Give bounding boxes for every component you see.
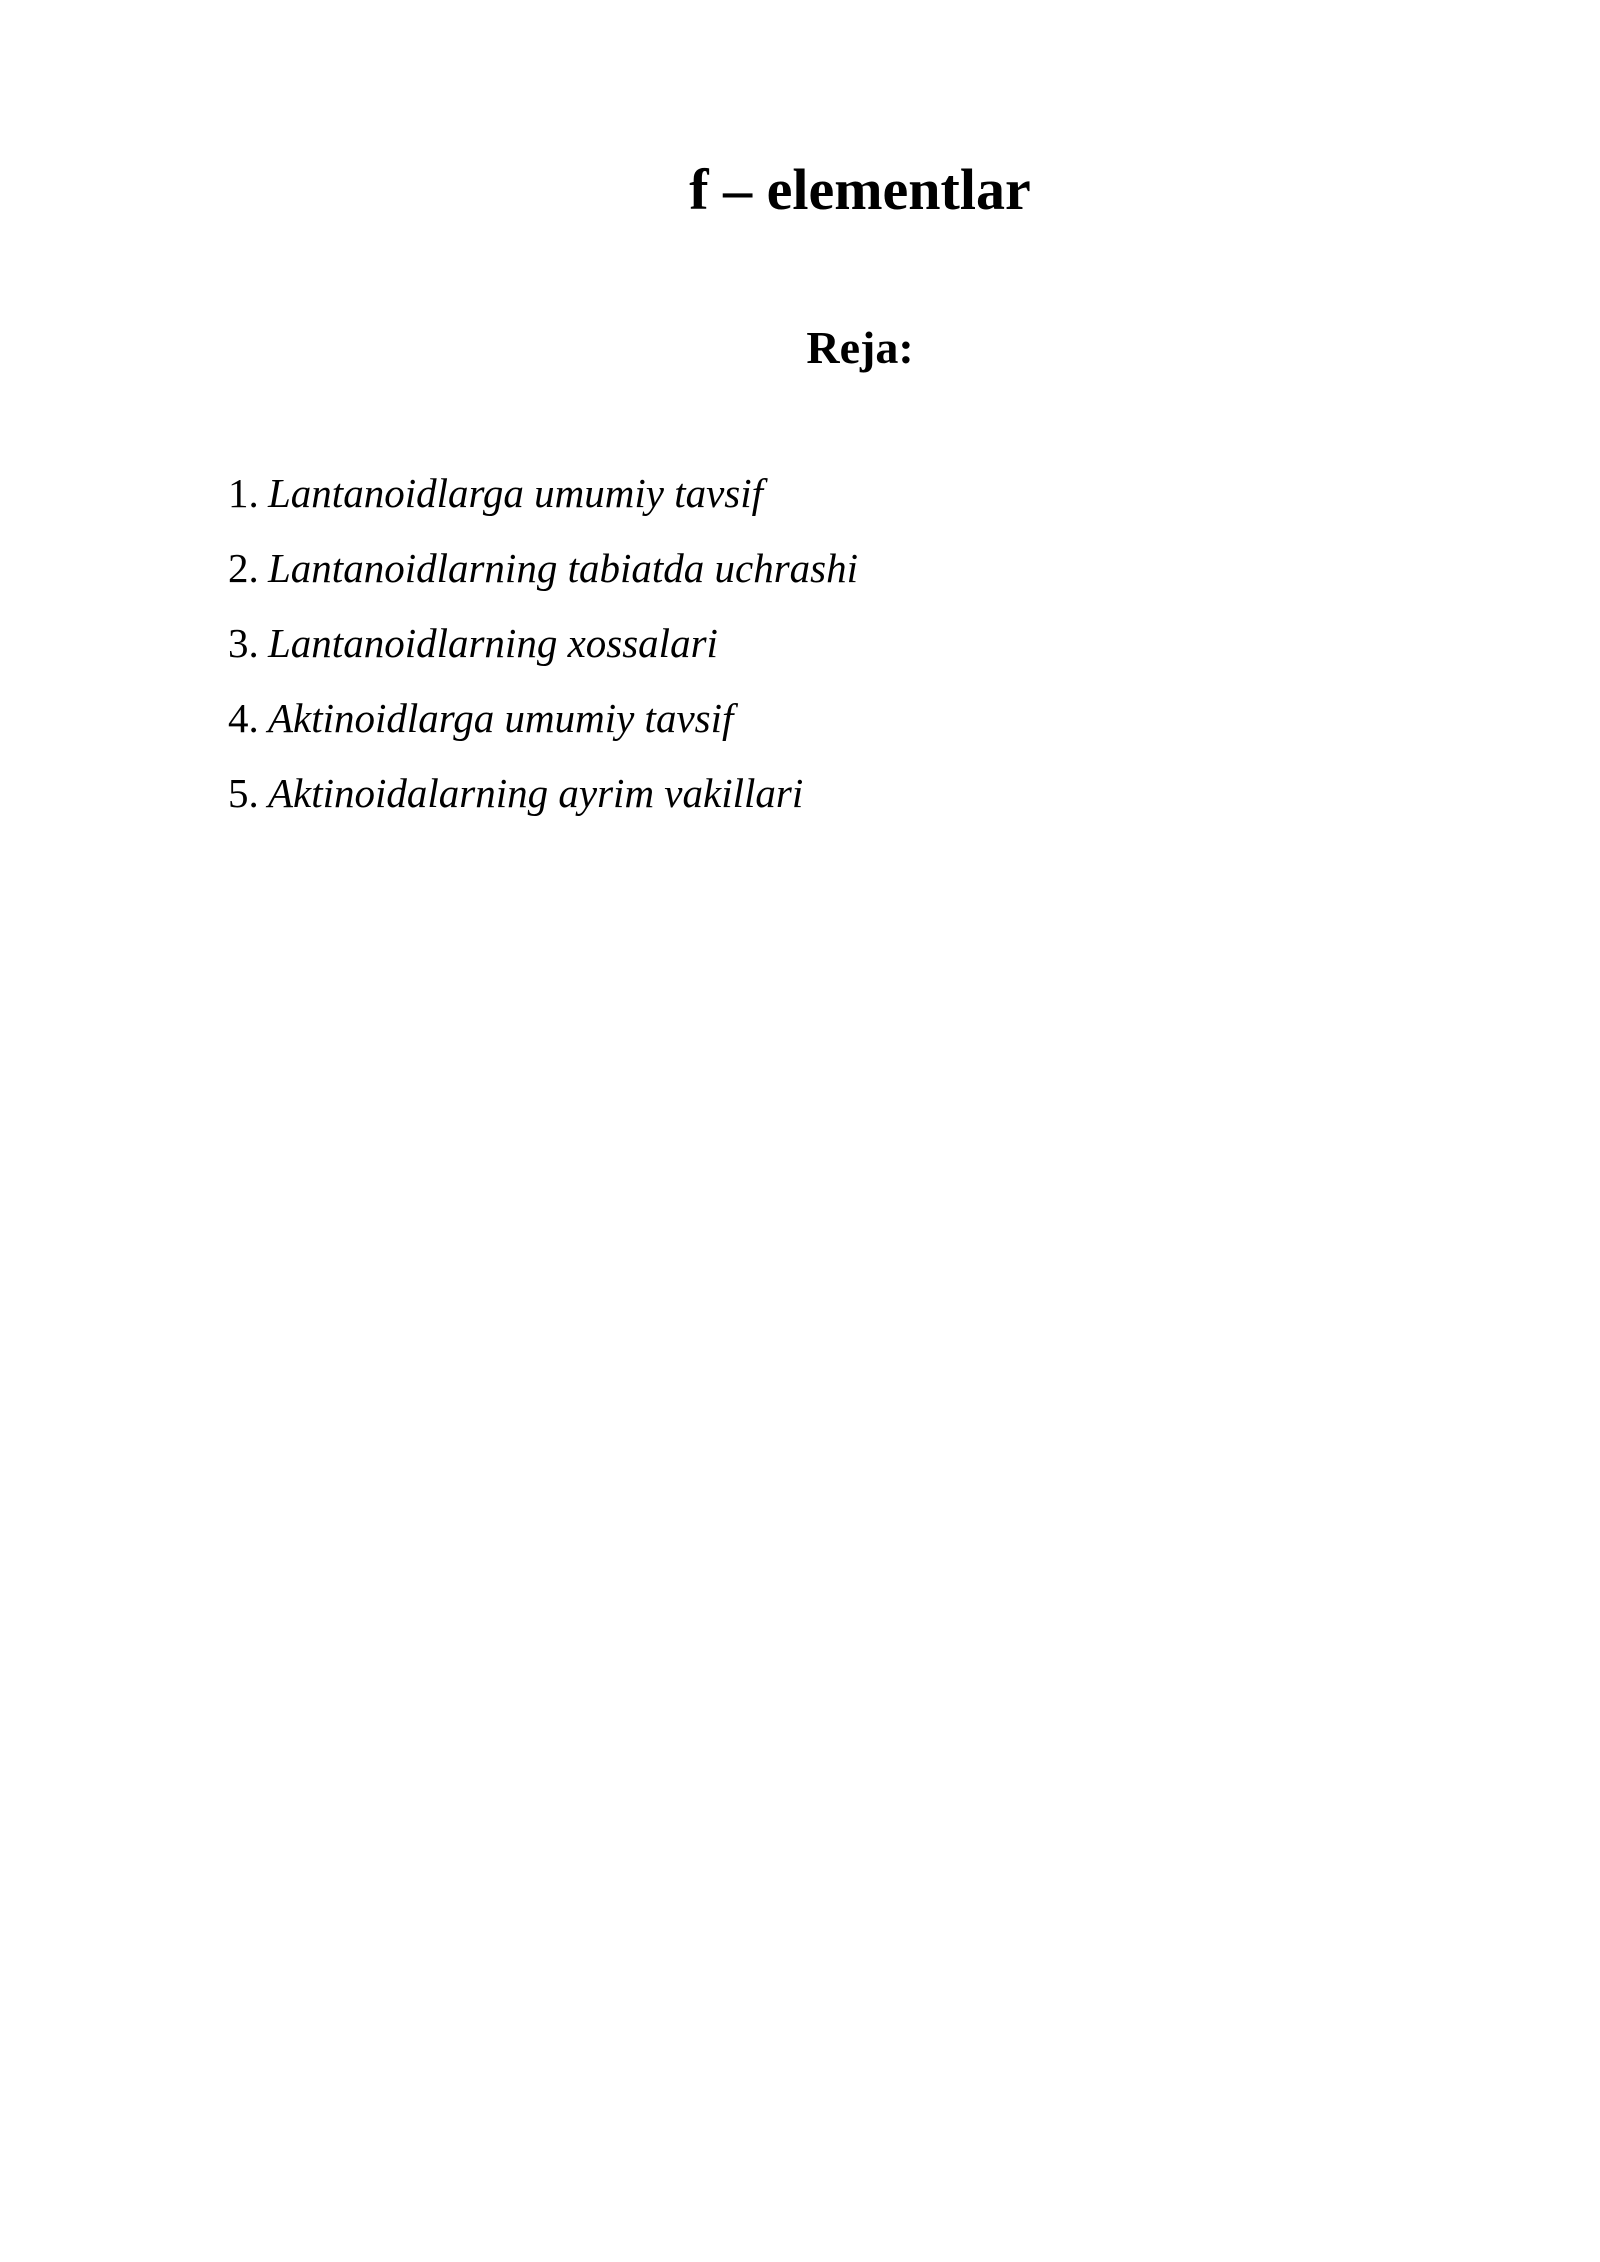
- plan-item: [228, 688, 858, 763]
- plan-item-text: Lantanoidlarning tabiatda uchrashi: [268, 545, 858, 591]
- plan-list: [228, 463, 858, 838]
- plan-item-text: Aktinoidlarga umumiy tavsif: [268, 695, 734, 741]
- page-title: f – elementlar: [689, 157, 1031, 222]
- plan-item-number: 5.: [228, 770, 259, 816]
- plan-item-text: Lantanoidlarga umumiy tavsif: [268, 470, 764, 516]
- plan-item-number: 3.: [228, 620, 259, 666]
- plan-item: [228, 538, 858, 613]
- plan-item-number: 1.: [228, 470, 259, 516]
- plan-heading: Reja:: [806, 322, 914, 373]
- plan-item-number: 2.: [228, 545, 259, 591]
- plan-item-text: Aktinoidalarning ayrim vakillari: [268, 770, 804, 816]
- plan-item: [228, 763, 858, 838]
- plan-item-text: Lantanoidlarning xossalari: [268, 620, 718, 666]
- plan-item: [228, 463, 858, 538]
- plan-item: [228, 613, 858, 688]
- plan-item-number: 4.: [228, 695, 259, 741]
